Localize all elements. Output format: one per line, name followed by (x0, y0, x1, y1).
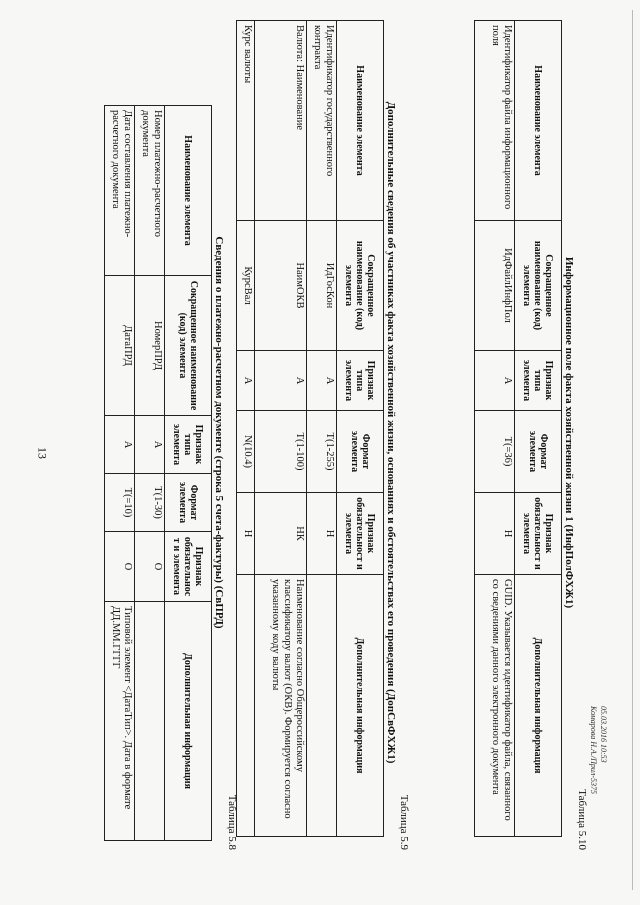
cell-type: А (237, 351, 255, 411)
header-code: Сокращенное наименование (код) элемента (337, 221, 384, 351)
header-required: Признак обязательност и элемента (165, 532, 212, 602)
registration-stamp (588, 706, 608, 794)
table-5-9-title: Дополнительные сведения об участниках факта хозяйственной жизни, основаниях и обстоятельствах его проведения (ДопСвФХЖ1) (385, 101, 397, 764)
table-5-9-caption: Таблица 5.9 (398, 794, 410, 850)
table-5-8-block (104, 15, 238, 850)
cell-type: А (105, 416, 135, 474)
header-required: Признак обязательност и элемента (337, 493, 384, 575)
cell-code: НаимОКВ (255, 221, 307, 351)
header-type: Признак типа элемента (337, 351, 384, 411)
header-type: Признак типа элемента (515, 351, 562, 411)
table-5-10-block (474, 15, 588, 850)
table-5-8-caption: Таблица 5.8 (226, 794, 238, 850)
table-header-row (165, 106, 212, 841)
header-type: Признак типа элемента (165, 416, 212, 474)
table-5-10-caption: Таблица 5.10 (576, 789, 588, 850)
cell-type: А (475, 351, 515, 411)
cell-type: А (135, 416, 165, 474)
cell-required: О (105, 532, 135, 602)
table-5-9 (236, 20, 384, 837)
cell-code: ИдФайлИнфПол (475, 221, 515, 351)
cell-name: Валюта: Наименование (255, 21, 307, 221)
cell-type: А (307, 351, 337, 411)
table-5-9-block (236, 15, 410, 850)
cell-format: T(1-30) (135, 474, 165, 532)
table-5-10-title: Информационное поле факта хозяйственной жизни 1 (ИнфПолФХЖ1) (563, 256, 575, 609)
cell-code: КурсВал (237, 221, 255, 351)
table-row (135, 106, 165, 841)
scan-edge-line (632, 10, 633, 890)
cell-format: T(=10) (105, 474, 135, 532)
cell-required: Н (475, 493, 515, 575)
stamp-date: 05.03.2016 10:53 (599, 705, 608, 763)
header-format: Формат элемента (165, 474, 212, 532)
cell-info: Типовой элемент <ДатаТип>. Дата в формате ДД.ММ.ГГГГ (105, 602, 135, 841)
cell-info (237, 575, 255, 837)
cell-info: Наименование согласно Общероссийскому классификатору валют (ОКВ). Формируется согласно указанному коду валюты (255, 575, 307, 837)
cell-code: ИдГосКон (307, 221, 337, 351)
cell-format: T(1-100) (255, 411, 307, 493)
table-header-row (337, 21, 384, 837)
header-code: Сокращенное наименование (код) элемента (165, 276, 212, 416)
cell-name: Дата составления платежно-расчетного документа (105, 106, 135, 276)
cell-info: GUID. Указывается идентификатор файла, связанного со сведениями данного электронного документа (475, 575, 515, 837)
table-row (475, 21, 515, 837)
header-info: Дополнительная информация (337, 575, 384, 837)
table-5-8 (104, 105, 212, 841)
cell-code: ДатаПРД (105, 276, 135, 416)
table-row (105, 106, 135, 841)
stamp-author: Комарова Н.А./Прил-5375 (589, 705, 598, 795)
table-row (255, 21, 307, 837)
cell-code: НомерПРД (135, 276, 165, 416)
cell-format: T(1-255) (307, 411, 337, 493)
cell-required: Н (237, 493, 255, 575)
cell-info (135, 602, 165, 841)
header-required: Признак обязательност и элемента (515, 493, 562, 575)
cell-required: Н (307, 493, 337, 575)
page-number: 13 (35, 447, 50, 459)
header-name: Наименование элемента (165, 106, 212, 276)
cell-info (307, 575, 337, 837)
cell-name: Идентификатор государственного контракта (307, 21, 337, 221)
header-info: Дополнительная информация (515, 575, 562, 837)
cell-required: О (135, 532, 165, 602)
cell-format: N(10.4) (237, 411, 255, 493)
table-5-10 (474, 20, 562, 837)
header-name: Наименование элемента (515, 21, 562, 221)
cell-name: Курс валюты (237, 21, 255, 221)
cell-name: Идентификатор файла информационного поля (475, 21, 515, 221)
cell-format: T(=36) (475, 411, 515, 493)
table-5-8-title: Сведения о платежно-расчетном документе (строка 5 счета-фактуры) (СвПРД) (213, 236, 225, 629)
header-format: Формат элемента (515, 411, 562, 493)
cell-name: Номер платежно-расчетного документа (135, 106, 165, 276)
header-format: Формат элемента (337, 411, 384, 493)
cell-type: А (255, 351, 307, 411)
cell-required: НК (255, 493, 307, 575)
table-row (237, 21, 255, 837)
table-row (307, 21, 337, 837)
header-code: Сокращенное наименование (код) элемента (515, 221, 562, 351)
header-info: Дополнительная информация (165, 602, 212, 841)
table-header-row (515, 21, 562, 837)
header-name: Наименование элемента (337, 21, 384, 221)
